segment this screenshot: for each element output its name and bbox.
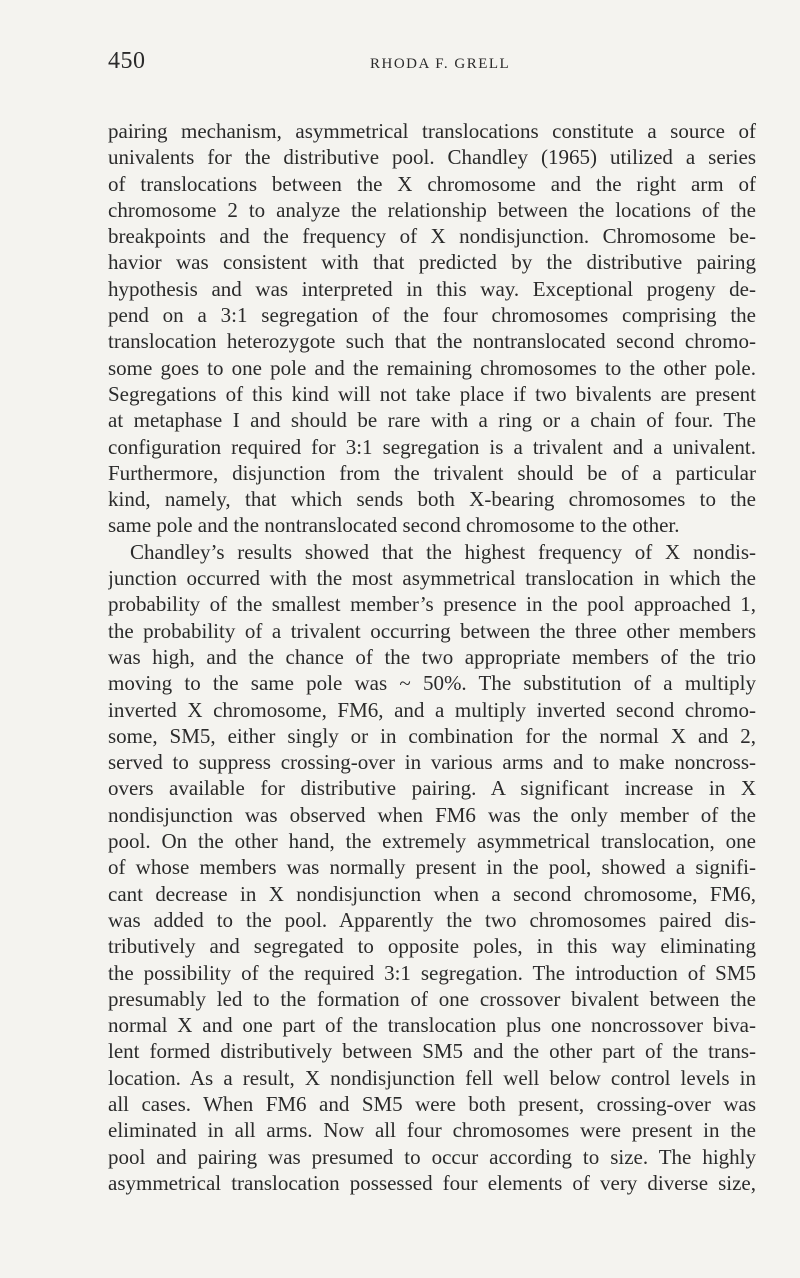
text-line: tributively and segregated to opposite poles, in this way eliminating bbox=[108, 934, 756, 959]
text-line: served to suppress crossing-over in various arms and to make noncross- bbox=[108, 750, 756, 775]
page-header bbox=[108, 48, 756, 88]
text-line: havior was consistent with that predicted by the distributive pairing bbox=[108, 250, 756, 275]
text-line: lent formed distributively between SM5 and the other part of the trans- bbox=[108, 1039, 756, 1064]
text-line: same pole and the nontranslocated second chromosome to the other. bbox=[108, 513, 680, 538]
text-line: some, SM5, either singly or in combination for the normal X and 2, bbox=[108, 723, 756, 748]
text-line: eliminated in all arms. Now all four chromosomes were present in the bbox=[108, 1118, 756, 1143]
text-line: location. As a result, X nondisjunction fell well below control levels in bbox=[108, 1065, 756, 1090]
text-line: nondisjunction was observed when FM6 was the only member of the bbox=[108, 802, 756, 827]
text-line: moving to the same pole was ~ 50%. The substitution of a multiply bbox=[108, 671, 756, 696]
text-line: hypothesis and was interpreted in this way. Exceptional progeny de- bbox=[108, 276, 756, 301]
body-text bbox=[108, 118, 756, 1196]
text-line: inverted X chromosome, FM6, and a multiply inverted second chromo- bbox=[108, 697, 756, 722]
text-line: of translocations between the X chromosome and the right arm of bbox=[108, 171, 756, 196]
text-line: at metaphase I and should be rare with a ring or a chain of four. The bbox=[108, 408, 756, 433]
text-line: junction occurred with the most asymmetrical translocation in which the bbox=[108, 566, 756, 591]
running-head: RHODA F. GRELL bbox=[370, 56, 511, 72]
paragraph-2 bbox=[108, 539, 756, 1196]
page-number: 450 bbox=[108, 48, 146, 74]
text-line: Chandley’s results showed that the highest frequency of X nondis- bbox=[130, 539, 756, 564]
text-line: the probability of a trivalent occurring between the three other members bbox=[108, 618, 756, 643]
paragraph-1 bbox=[108, 118, 756, 539]
text-line: Segregations of this kind will not take place if two bivalents are present bbox=[108, 381, 756, 406]
text-line: of whose members was normally present in the pool, showed a signifi- bbox=[108, 855, 756, 880]
text-line: chromosome 2 to analyze the relationship between the locations of the bbox=[108, 197, 756, 222]
text-line: overs available for distributive pairing. A significant increase in X bbox=[108, 776, 756, 801]
text-line: configuration required for 3:1 segregation is a trivalent and a univalent. bbox=[108, 434, 756, 459]
text-line: translocation heterozygote such that the nontranslocated second chromo- bbox=[108, 329, 756, 354]
text-line: presumably led to the formation of one crossover bivalent between the bbox=[108, 986, 756, 1011]
text-line: the possibility of the required 3:1 segregation. The introduction of SM5 bbox=[108, 960, 756, 985]
text-line: normal X and one part of the translocation plus one noncrossover biva- bbox=[108, 1013, 756, 1038]
text-line: kind, namely, that which sends both X-bearing chromosomes to the bbox=[108, 487, 756, 512]
text-line: breakpoints and the frequency of X nondisjunction. Chromosome be- bbox=[108, 224, 756, 249]
text-line: was high, and the chance of the two appropriate members of the trio bbox=[108, 644, 756, 669]
text-line: asymmetrical translocation possessed four elements of very diverse size, bbox=[108, 1170, 756, 1195]
text-line: pend on a 3:1 segregation of the four chromosomes comprising the bbox=[108, 303, 756, 328]
text-line: some goes to one pole and the remaining chromosomes to the other pole. bbox=[108, 355, 756, 380]
text-line: univalents for the distributive pool. Chandley (1965) utilized a series bbox=[108, 145, 756, 170]
text-line: pool. On the other hand, the extremely asymmetrical translocation, one bbox=[108, 829, 756, 854]
text-line: Furthermore, disjunction from the trivalent should be of a particular bbox=[108, 460, 756, 485]
text-line: probability of the smallest member’s presence in the pool approached 1, bbox=[108, 592, 756, 617]
text-line: all cases. When FM6 and SM5 were both present, crossing-over was bbox=[108, 1091, 756, 1116]
text-line: was added to the pool. Apparently the two chromosomes paired dis- bbox=[108, 907, 756, 932]
text-line: pairing mechanism, asymmetrical translocations constitute a source of bbox=[108, 119, 756, 143]
text-line: cant decrease in X nondisjunction when a second chromosome, FM6, bbox=[108, 881, 756, 906]
text-line: pool and pairing was presumed to occur according to size. The highly bbox=[108, 1144, 756, 1169]
